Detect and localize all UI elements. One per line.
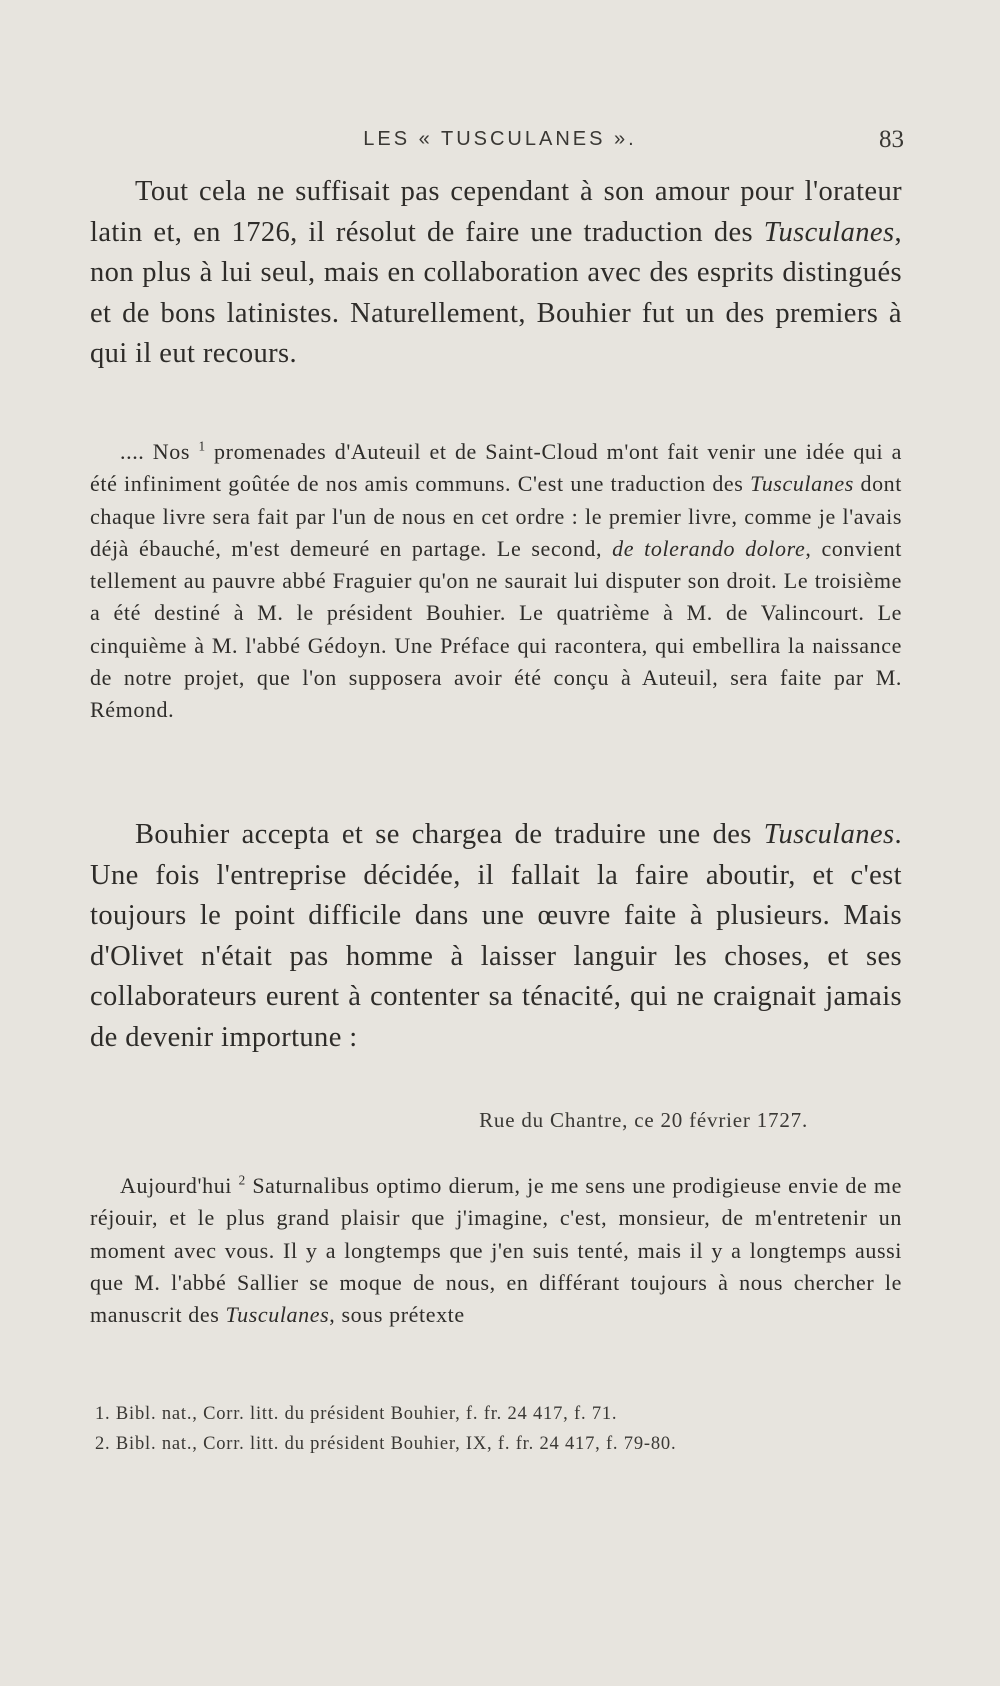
paragraph-1 [90, 172, 902, 375]
quotation-1-text-b: dont chaque livre sera fait par l'un de nous en cet ordre : le premier livre, comme je l'avais déjà ébauché, m'est demeuré en partage. Le second, [90, 471, 902, 561]
quotation-1-lead: .... Nos [120, 439, 191, 464]
paragraph-1-text-a: Tout cela ne suffisait pas cependant à son amour pour l'orateur latin et, en 1726, il résolut de faire une traduction des [90, 176, 902, 248]
quotation-1 [90, 436, 902, 727]
footnote-2: 2. Bibl. nat., Corr. litt. du président Bouhier, IX, f. fr. 24 417, f. 79-80. [95, 1434, 677, 1454]
quotation-2-text [90, 1170, 902, 1331]
paragraph-2-text-b: . Une fois l'entreprise décidée, il fallait la faire aboutir, et c'est toujours le point difficile dans une œuvre faite à plusieurs. Mais d'Olivet n'était pas homme à laisser languir les choses, et ses collaborateurs eurent à contenter sa ténacité, qui ne craignait jamais de devenir importune : [90, 819, 902, 1053]
quotation-1-italic-latin: de tolerando dolore [612, 535, 806, 561]
page-number: 83 [879, 126, 904, 153]
quotation-2-italic-title: Tusculanes [225, 1302, 330, 1328]
paragraph-2 [90, 815, 902, 1058]
footnote-ref-2: 2 [238, 1172, 246, 1188]
quotation-1-text-a: promenades d'Auteuil et de Saint-Cloud m'ont fait venir une idée qui a été infiniment goûtée de nos amis communs. C'est une traduction des [90, 439, 902, 497]
paragraph-2-text [90, 815, 902, 1058]
quotation-1-text-c: , convient tellement au pauvre abbé Fraguier qu'on ne saurait lui disputer son droit. Le troisième a été destiné à M. le président Bouhier. Le quatrième à M. de Valincourt. Le cinquième à M. l'abbé Gédoyn. Une Préface qui racontera, qui embellira la naissance de notre projet, que l'on supposera avoir été conçu à Auteuil, sera faite par M. Rémond. [90, 535, 902, 723]
quotation-2 [90, 1170, 902, 1331]
quotation-1-text [90, 436, 902, 727]
quotation-2-text-b: , sous prétexte [329, 1302, 465, 1328]
paragraph-2-text-a: Bouhier accepta et se chargea de traduire une des [135, 819, 764, 850]
paragraph-1-text-b: , non plus à lui seul, mais en collaboration avec des esprits distingués et de bons latinistes. Naturellement, Bouhier fut un des premiers à qui il eut recours. [90, 216, 902, 369]
quotation-1-italic-title: Tusculanes [750, 471, 854, 497]
letter-dateline: Rue du Chantre, ce 20 février 1727. [479, 1108, 808, 1132]
footnotes [95, 1399, 915, 1459]
footnote-ref-1: 1 [198, 438, 206, 454]
quotation-2-lead: Aujourd'hui [120, 1173, 233, 1198]
paragraph-2-italic-title: Tusculanes [763, 819, 895, 850]
running-title: LES « TUSCULANES ». [363, 128, 637, 150]
footnote-1: 1. Bibl. nat., Corr. litt. du président Bouhier, f. fr. 24 417, f. 71. [95, 1404, 618, 1424]
quotation-2-text-a: Saturnalibus optimo dierum, je me sens une prodigieuse envie de me réjouir, et le plus grand plaisir que j'imagine, c'est, monsieur, de m'entretenir un moment avec vous. Il y a longtemps que j'en suis tenté, mais il y a longtemps aussi que M. l'abbé Sallier se moque de nous, en différant toujours à nous chercher le manuscrit des [90, 1173, 902, 1328]
running-head [0, 128, 1000, 158]
paragraph-1-italic-title: Tusculanes [763, 216, 895, 248]
paragraph-1-text [90, 172, 902, 375]
